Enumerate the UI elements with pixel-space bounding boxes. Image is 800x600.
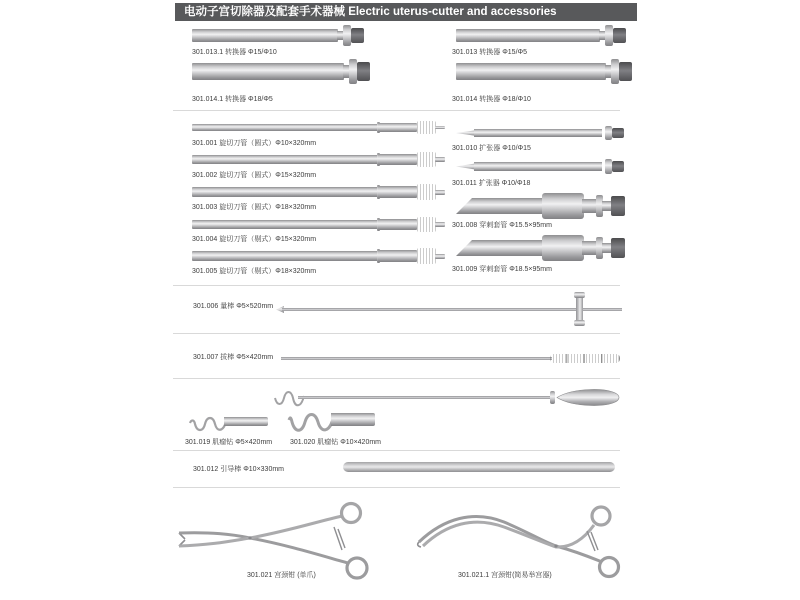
tube-sleeve	[378, 123, 417, 132]
end-cap	[611, 238, 625, 258]
item-label: 301.005 旋切刀管（剔式）Φ18×320mm	[192, 268, 317, 275]
tube-nipple	[435, 190, 445, 195]
item-label: 301.021.1 宫颈钳(简易举宫器)	[458, 572, 552, 579]
beveled-tube	[456, 198, 548, 214]
end-cap	[612, 161, 624, 172]
myoma-screw-tip-image	[287, 409, 377, 433]
guard-disc	[550, 391, 555, 404]
myoma-screw-tip-image	[188, 414, 268, 432]
page-header	[175, 3, 637, 21]
item-label: 301.012 引导棒 Φ10×330mm	[193, 466, 284, 473]
item-label: 301.008 穿刺套管 Φ15.5×95mm	[452, 222, 552, 229]
cutter-tube-image	[192, 187, 445, 197]
tube-connector	[417, 152, 436, 167]
tube-nipple	[435, 157, 445, 162]
item-label: 301.003 旋切刀管（圆式）Φ18×320mm	[192, 204, 317, 211]
tube-nipple	[435, 126, 445, 130]
converter-image	[456, 63, 632, 80]
pull-rod-image	[281, 353, 620, 364]
beveled-tube	[456, 240, 548, 256]
tube-section	[224, 417, 268, 426]
dilator-image	[456, 162, 624, 171]
tapered-tip	[456, 163, 476, 169]
item-label: 301.010 扩张器 Φ10/Φ15	[452, 145, 531, 152]
tube-flange	[349, 59, 357, 84]
item-label: 301.002 旋切刀管（圆式）Φ15×320mm	[192, 172, 317, 179]
item-label: 301.013.1 转换器 Φ15/Φ10	[192, 49, 277, 56]
tube-body	[192, 29, 338, 42]
section-divider	[173, 110, 620, 111]
tube-sleeve	[378, 219, 417, 230]
end-cap	[612, 128, 624, 138]
rod-shaft	[298, 396, 550, 399]
item-label: 301.014.1 转换器 Φ18/Φ5	[192, 96, 273, 103]
corkscrew-tip-icon	[287, 409, 333, 433]
rod-shaft	[282, 308, 622, 311]
cutter-tube-image	[192, 124, 445, 131]
item-label: 301.020 肌瘤钻 Φ10×420mm	[290, 439, 381, 446]
item-label: 301.019 肌瘤钻 Φ5×420mm	[185, 439, 273, 446]
t-handle-knob	[574, 292, 585, 298]
tube-body	[456, 63, 606, 80]
section-divider	[173, 285, 620, 286]
item-label: 301.006 量棒 Φ5×520mm	[193, 303, 274, 310]
tube-shaft	[192, 155, 379, 164]
tube-body	[192, 63, 344, 80]
tube-sleeve	[378, 186, 417, 198]
section-divider	[173, 378, 620, 379]
tube-connector	[417, 217, 436, 232]
item-label: 301.007 拔棒 Φ5×420mm	[193, 354, 274, 361]
corkscrew-tip-icon	[188, 414, 226, 432]
rod-shaft	[281, 357, 552, 360]
tube-nipple	[435, 222, 445, 227]
dilator-image	[456, 129, 624, 137]
page-title: 电动子宫切除器及配套手术器械 Electric uterus-cutter and accessories	[184, 6, 557, 18]
tube-connector	[417, 121, 436, 134]
t-handle-knob	[574, 320, 585, 326]
collar	[542, 235, 584, 261]
tube-connector	[417, 184, 436, 200]
converter-image	[192, 29, 364, 42]
tube-shaft	[474, 129, 602, 137]
converter-image	[456, 29, 626, 42]
item-label: 301.013 转换器 Φ15/Φ5	[452, 49, 527, 56]
tube-section	[331, 413, 375, 426]
myoma-screw-full-image	[272, 386, 622, 409]
cutter-tube-image	[192, 220, 445, 229]
tube-flange	[611, 59, 619, 84]
end-cap	[613, 28, 626, 43]
end-cap	[357, 62, 370, 81]
section-divider	[173, 487, 620, 488]
section-divider	[173, 450, 620, 451]
tube-shaft	[192, 220, 379, 229]
item-label: 301.021 宫颈钳 (单爪)	[247, 572, 316, 579]
knurled-handle	[550, 354, 620, 363]
measuring-rod-image	[276, 293, 622, 325]
tube-connector	[417, 248, 436, 264]
tube-body	[456, 29, 600, 42]
tube-flange	[605, 126, 612, 140]
collar	[542, 193, 584, 219]
trocar-sleeve-image	[456, 192, 626, 220]
tube-shaft	[192, 251, 379, 261]
tube-nipple	[435, 254, 445, 259]
end-cap	[351, 28, 364, 43]
tapered-tip	[456, 130, 476, 136]
tube-shaft	[192, 124, 379, 131]
cutter-tube-image	[192, 155, 445, 164]
pear-handle	[556, 386, 620, 409]
tube-sleeve	[378, 154, 417, 165]
item-label: 301.004 旋切刀管（剔式）Φ15×320mm	[192, 236, 317, 243]
tube-sleeve	[378, 250, 417, 262]
tube-shaft	[474, 162, 602, 171]
end-cap	[619, 62, 632, 81]
tube-flange	[605, 25, 613, 46]
guide-rod-image	[343, 462, 615, 472]
trocar-sleeve-image	[456, 234, 626, 262]
tube-flange	[605, 159, 612, 174]
converter-image	[192, 63, 370, 80]
tube-shaft	[192, 187, 379, 197]
section-divider	[173, 333, 620, 334]
item-label: 301.001 旋切刀管（圆式）Φ10×320mm	[192, 140, 317, 147]
item-label: 301.009 穿刺套管 Φ18.5×95mm	[452, 266, 552, 273]
tube-flange	[343, 25, 351, 46]
item-label: 301.011 扩张器 Φ10/Φ18	[452, 180, 531, 187]
end-cap	[611, 196, 625, 216]
item-label: 301.014 转换器 Φ18/Φ10	[452, 96, 531, 103]
cutter-tube-image	[192, 251, 445, 261]
